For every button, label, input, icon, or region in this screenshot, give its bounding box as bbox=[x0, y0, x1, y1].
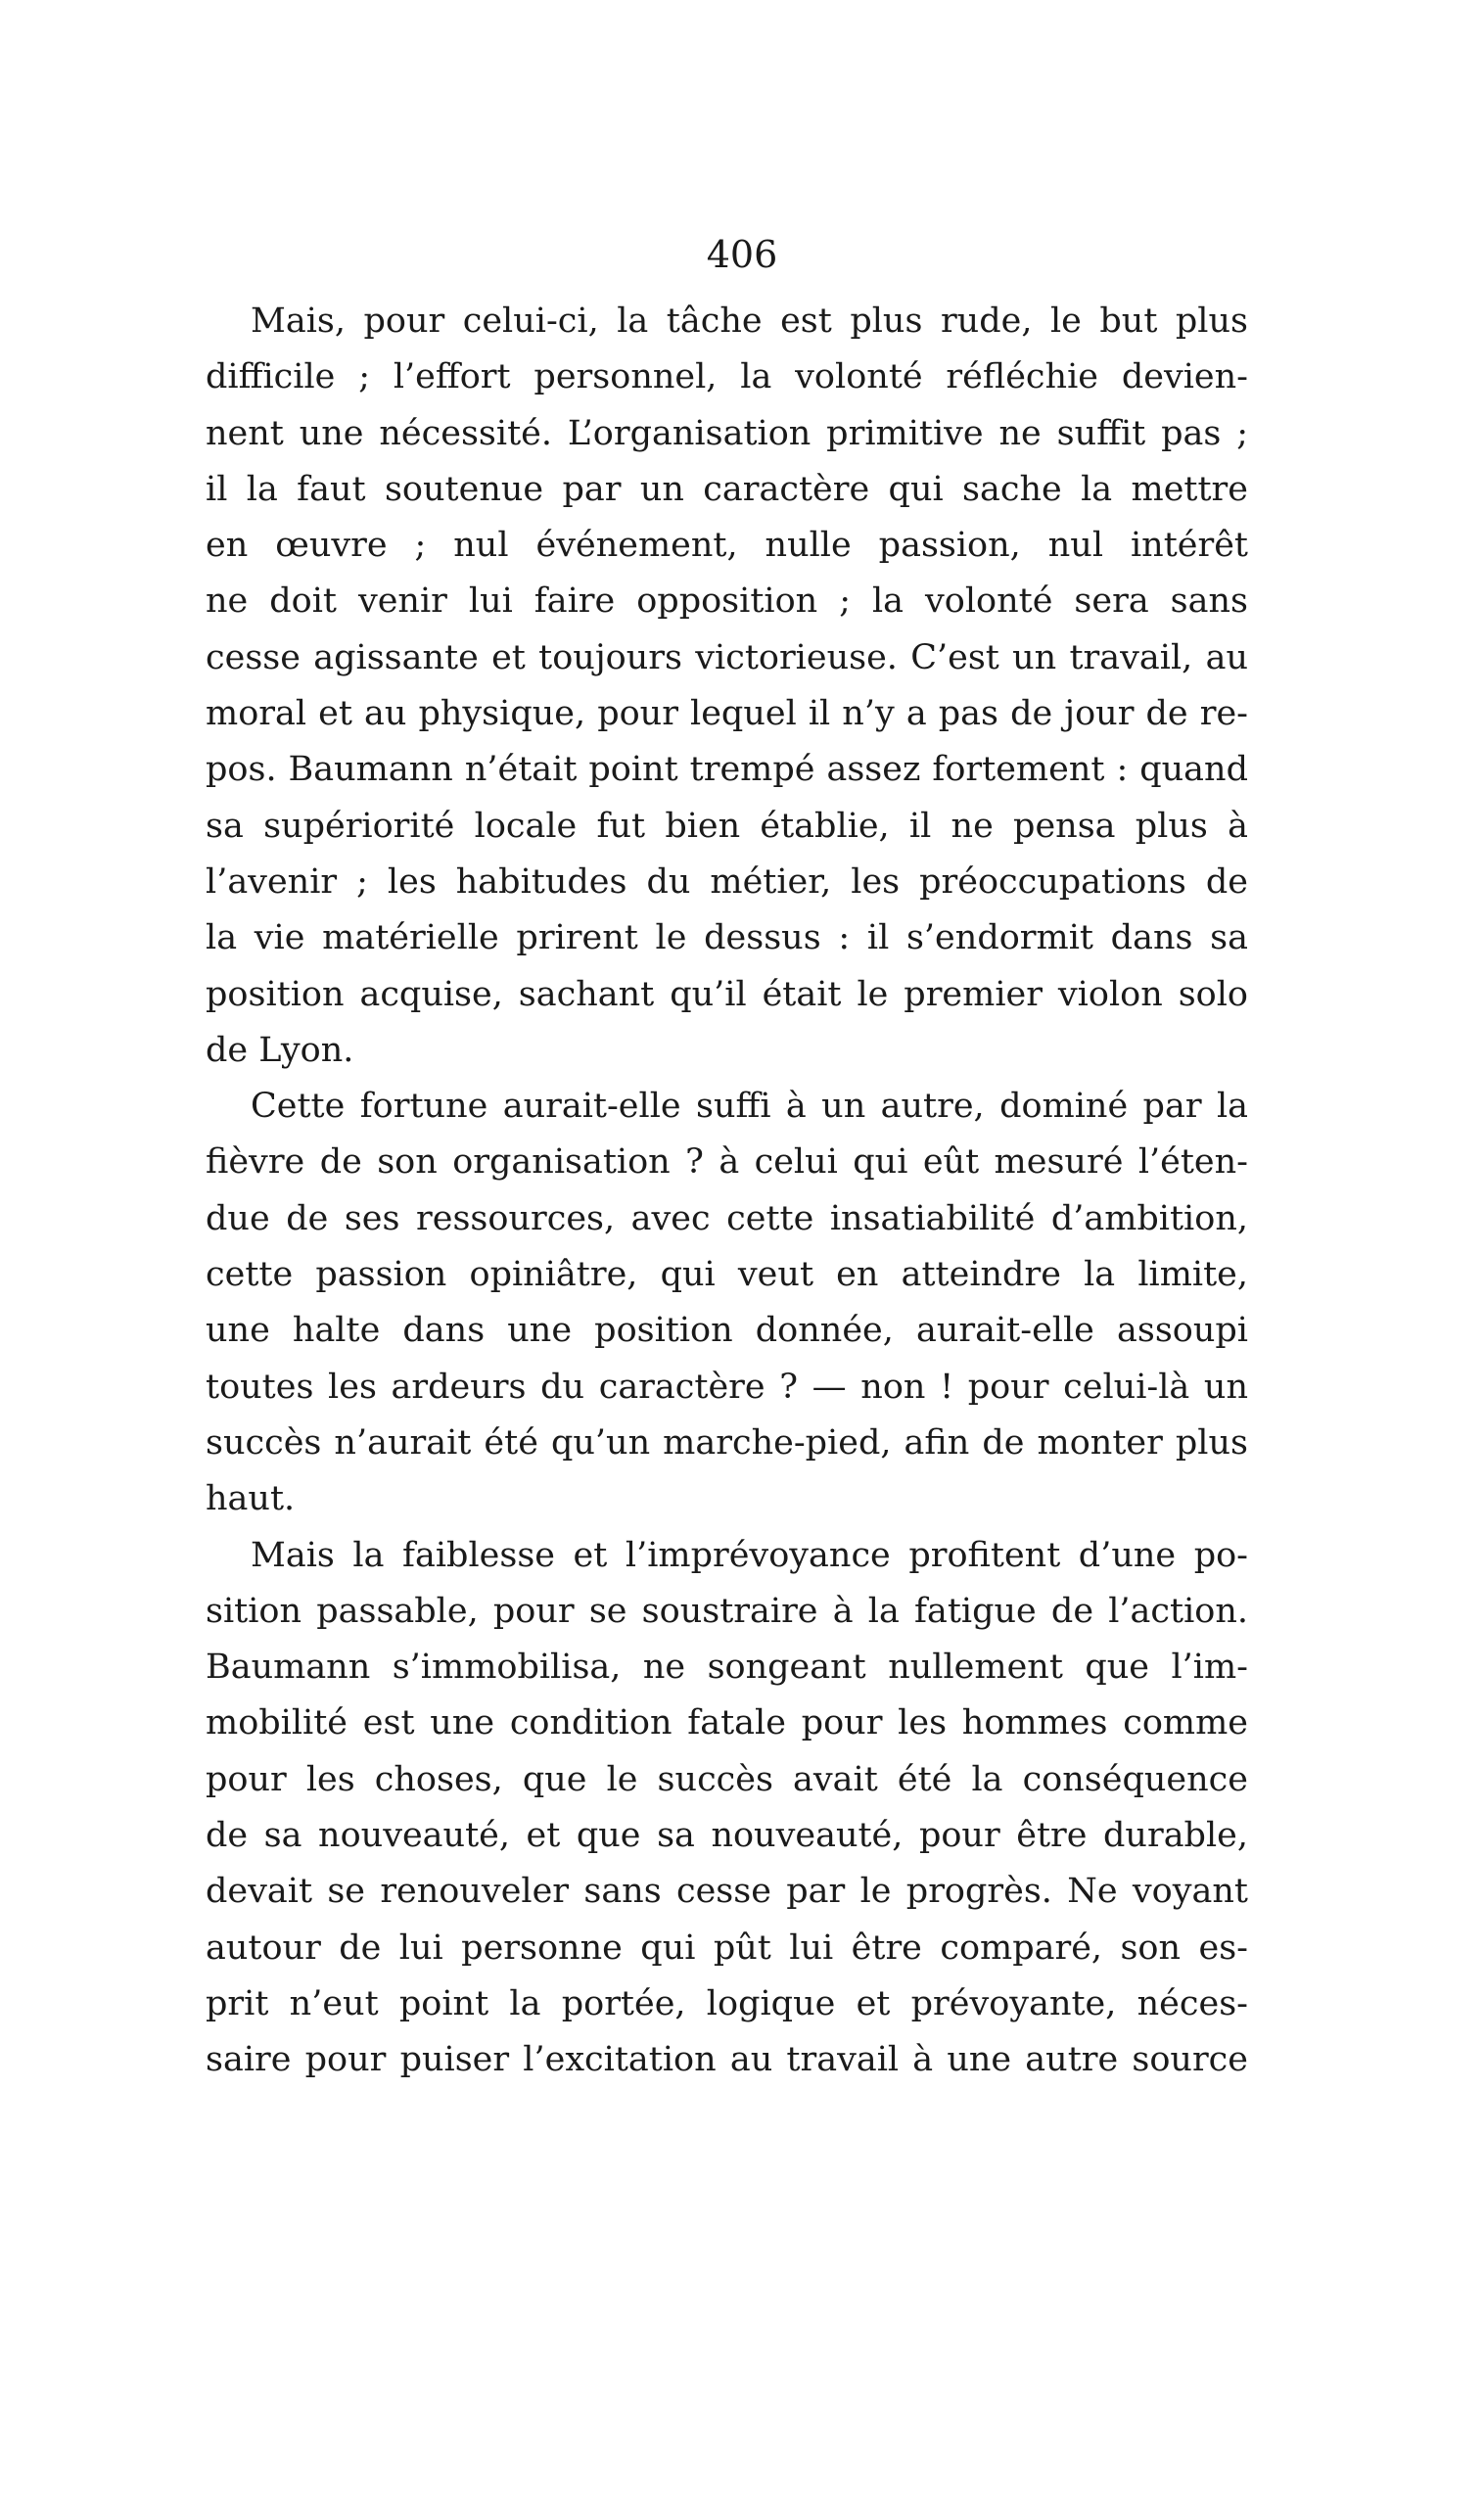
paragraph-2 bbox=[206, 1079, 1248, 1527]
text-line: cette passion opiniâtre, qui veut en atteindre la limite, bbox=[206, 1255, 1248, 1295]
text-line: de sa nouveauté, et que sa nouveauté, pour être durable, bbox=[206, 1816, 1248, 1856]
text-line: haut. bbox=[206, 1479, 296, 1519]
text-line: nent une nécessité. L’organisation primitive ne suffit pas ; bbox=[206, 413, 1248, 453]
text-line: autour de lui personne qui pût lui être comparé, son es- bbox=[206, 1927, 1248, 1968]
text-line: sition passable, pour se soustraire à la fatigue de l’action. bbox=[206, 1591, 1248, 1631]
text-line: Mais, pour celui-ci, la tâche est plus rude, le but plus bbox=[251, 302, 1248, 341]
text-line: en œuvre ; nul événement, nulle passion, nul intérêt bbox=[206, 526, 1248, 566]
text-line: cesse agissante et toujours victorieuse. C’est un travail, au bbox=[206, 637, 1248, 677]
text-line: succès n’aurait été qu’un marche-pied, afin de monter plus bbox=[206, 1422, 1248, 1463]
paragraph-1 bbox=[206, 294, 1248, 1079]
text-line: difficile ; l’effort personnel, la volonté réfléchie devien- bbox=[206, 357, 1248, 397]
text-line: ne doit venir lui faire opposition ; la volonté sera sans bbox=[206, 581, 1248, 622]
text-line: position acquise, sachant qu’il était le premier violon solo bbox=[206, 974, 1248, 1014]
text-line: sa supériorité locale fut bien établie, il ne pensa plus à bbox=[206, 806, 1248, 846]
page-number: 406 bbox=[706, 233, 778, 276]
text-line: Cette fortune aurait-elle suffi à un autre, dominé par la bbox=[251, 1087, 1248, 1127]
text-line: mobilité est une condition fatale pour les hommes comme bbox=[206, 1703, 1248, 1743]
text-line: Baumann s’immobilisa, ne songeant nullement que l’im- bbox=[206, 1648, 1248, 1688]
text-line: l’avenir ; les habitudes du métier, les préoccupations de bbox=[206, 861, 1248, 902]
text-line: moral et au physique, pour lequel il n’y a pas de jour de re- bbox=[206, 694, 1248, 734]
text-line: fièvre de son organisation ? à celui qui eût mesuré l’éten- bbox=[206, 1142, 1248, 1183]
text-line: Mais la faiblesse et l’imprévoyance profitent d’une po- bbox=[251, 1535, 1248, 1575]
text-line: il la faut soutenue par un caractère qui sache la mettre bbox=[206, 469, 1248, 509]
text-line: pos. Baumann n’était point trempé assez fortement : quand bbox=[206, 750, 1248, 790]
text-line: une halte dans une position donnée, aurait-elle assoupi bbox=[206, 1311, 1248, 1351]
text-line: devait se renouveler sans cesse par le progrès. Ne voyant bbox=[206, 1872, 1248, 1912]
text-line: toutes les ardeurs du caractère ? — non ! pour celui-là un bbox=[206, 1367, 1248, 1407]
paragraph-3 bbox=[206, 1528, 1248, 2089]
text-line: pour les choses, que le succès avait été la conséquence bbox=[206, 1759, 1248, 1799]
text-line: saire pour puiser l’excitation au travail à une autre source bbox=[206, 2040, 1248, 2080]
text-line: due de ses ressources, avec cette insatiabilité d’ambition, bbox=[206, 1198, 1248, 1238]
text-line: la vie matérielle prirent le dessus : il s’endormit dans sa bbox=[206, 918, 1248, 958]
text-line: de Lyon. bbox=[206, 1030, 354, 1070]
body-text bbox=[206, 294, 1248, 2089]
text-line: prit n’eut point la portée, logique et prévoyante, néces- bbox=[206, 1983, 1248, 2023]
